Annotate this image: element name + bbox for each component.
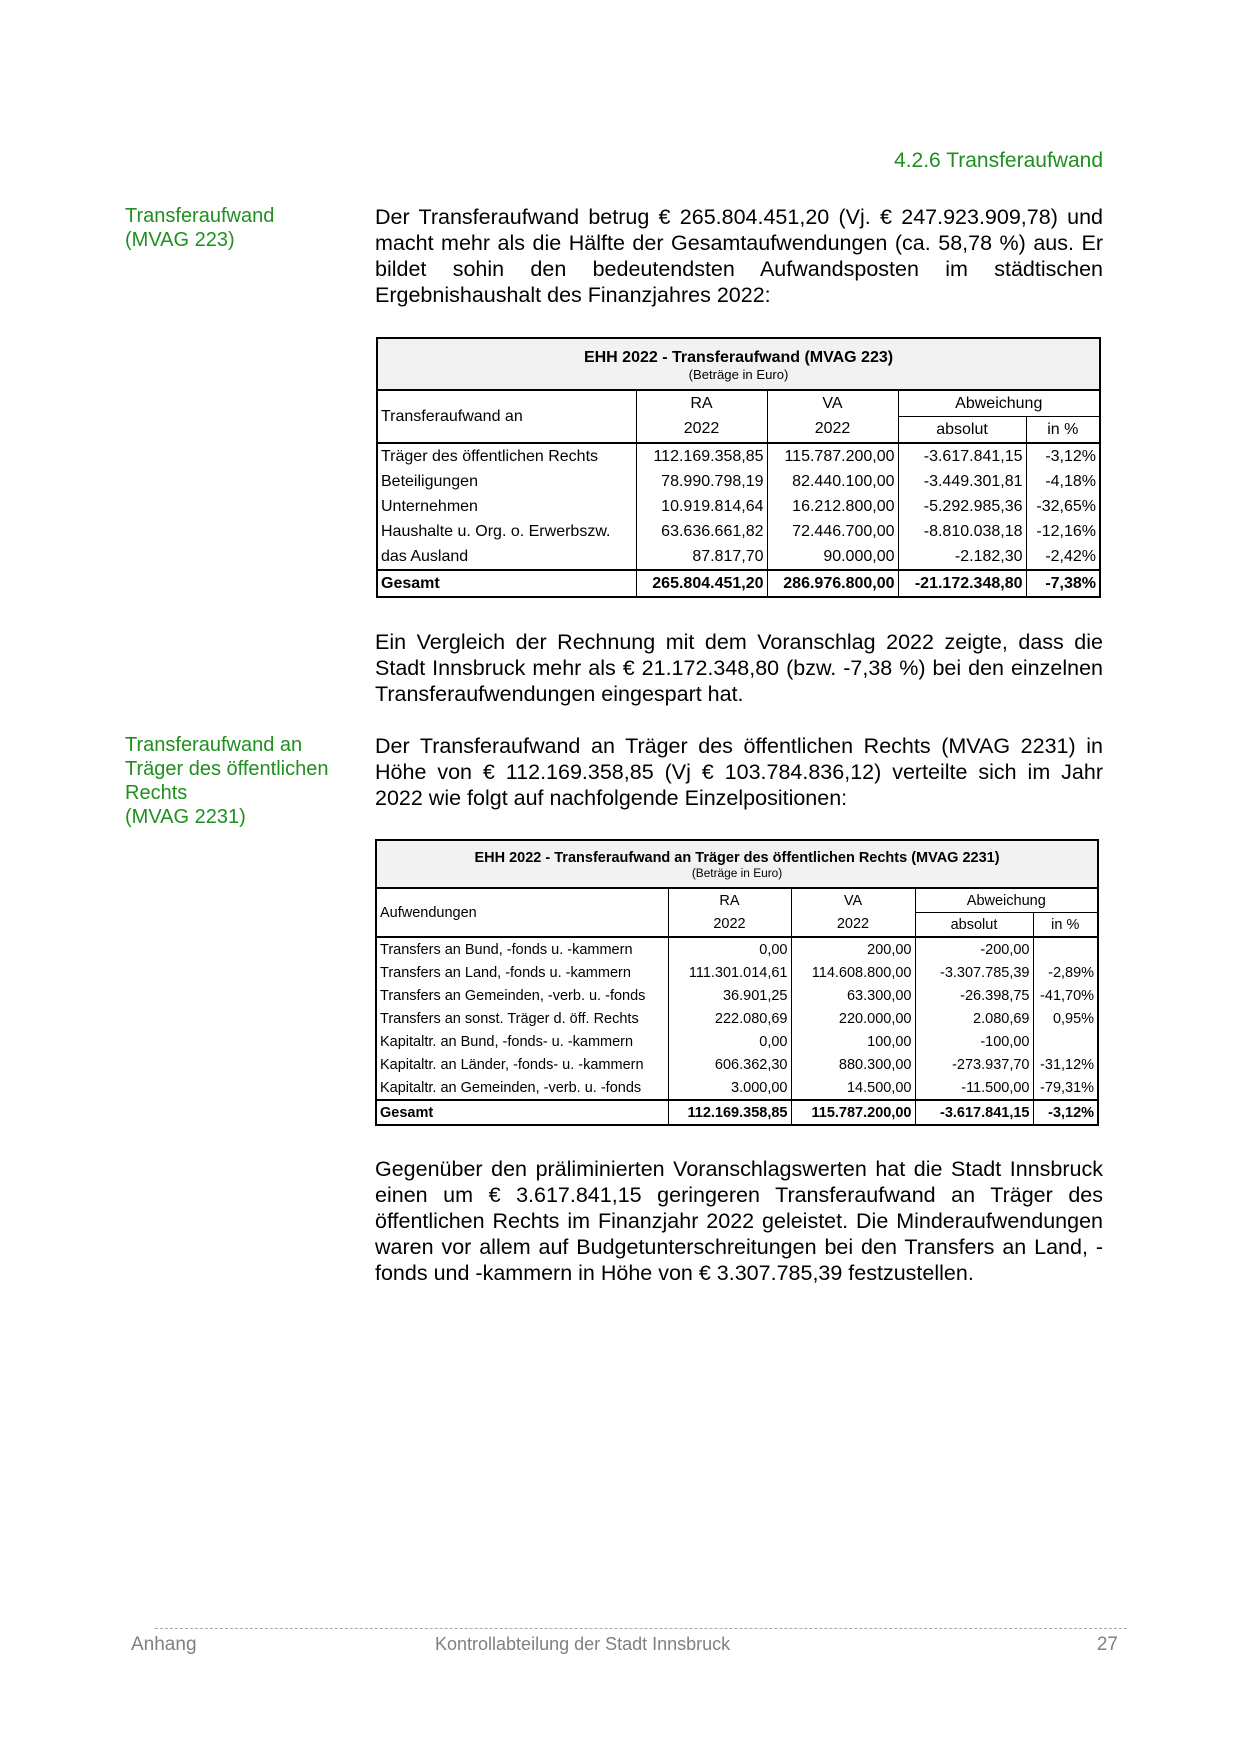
table-subtitle: (Beträge in Euro) [688, 366, 789, 382]
section-title: 4.2.6 Transferaufwand [894, 149, 1103, 172]
table-title-cell [377, 338, 1100, 390]
paragraph-traeger: Der Transferaufwand an Träger des öffentlichen Rechts (MVAG 2231) in Höhe von € 112.169.358,85 (Vj € 103.784.836,12) verteilte sich im Jahr 2022 wie folgt auf nachfolgende Einzelpositionen: [375, 734, 1103, 810]
header-ra-year: 2022 [668, 913, 791, 938]
table-transferaufwand [376, 337, 1101, 598]
header-percent: in % [1026, 417, 1100, 444]
header-label: Aufwendungen [376, 888, 668, 937]
table-row: Transfers an Land, -fonds u. -kammern 111.301.014,61 114.608.800,00 -3.307.785,39 -2,89% [376, 961, 1098, 984]
paragraph-intro: Der Transferaufwand betrug € 265.804.451,20 (Vj. € 247.923.909,78) und macht mehr als die Hälfte der Gesamtaufwendungen (ca. 58,78 %) aus. Er bildet sohin den bedeutendsten Aufwandsposten im städtischen Ergebnishaushalt des Finanzjahres 2022: [375, 205, 1103, 307]
table-traeger-oeffentliches-recht [375, 839, 1099, 1126]
header-abweichung: Abweichung [915, 888, 1098, 913]
footer-divider [155, 1628, 1127, 1629]
header-ra: RA [636, 390, 767, 417]
paragraph-vergleich: Ein Vergleich der Rechnung mit dem Voranschlag 2022 zeigte, dass die Stadt Innsbruck mehr als € 21.172.348,80 (bzw. -7,38 %) bei den einzelnen Transferaufwendungen eingespart hat. [375, 630, 1103, 706]
table-row: Kapitaltr. an Länder, -fonds- u. -kammern 606.362,30 880.300,00 -273.937,70 -31,12% [376, 1053, 1098, 1076]
table-row: Kapitaltr. an Gemeinden, -verb. u. -fonds 3.000,00 14.500,00 -11.500,00 -79,31% [376, 1076, 1098, 1100]
table-title: EHH 2022 - Transferaufwand (MVAG 223) [583, 348, 894, 366]
header-absolut: absolut [898, 417, 1026, 444]
header-ra-year: 2022 [636, 417, 767, 444]
table-row: Träger des öffentlichen Rechts 112.169.358,85 115.787.200,00 -3.617.841,15 -3,12% [377, 443, 1100, 469]
header-ra: RA [668, 888, 791, 913]
header-va: VA [791, 888, 915, 913]
page-number: 27 [1096, 1634, 1118, 1655]
table-row: das Ausland 87.817,70 90.000,00 -2.182,30 -2,42% [377, 544, 1100, 570]
table-row: Transfers an Gemeinden, -verb. u. -fonds 36.901,25 63.300,00 -26.398,75 -41,70% [376, 984, 1098, 1007]
header-va: VA [767, 390, 898, 417]
table-row: Kapitaltr. an Bund, -fonds- u. -kammern 0,00 100,00 -100,00 [376, 1030, 1098, 1053]
table-total-row: Gesamt 112.169.358,85 115.787.200,00 -3.617.841,15 -3,12% [376, 1100, 1098, 1125]
header-label: Transferaufwand an [377, 390, 636, 443]
header-abweichung: Abweichung [898, 390, 1100, 417]
table-subtitle: (Beträge in Euro) [691, 866, 783, 880]
paragraph-gegenueber: Gegenüber den präliminierten Voranschlagswerten hat die Stadt Innsbruck einen um € 3.617.841,15 geringeren Transferaufwand an Träger des öffentlichen Rechts im Finanzjahr 2022 geleistet. Die Minderaufwendungen waren vor allem auf Budgetunterschreitungen bei den Transfers an Land, -fonds und -kammern in Höhe von € 3.307.785,39 festzustellen. [375, 1157, 1103, 1285]
header-va-year: 2022 [791, 913, 915, 938]
margin-note-transferaufwand: Transferaufwand (MVAG 223) [125, 205, 275, 251]
table-title-cell [376, 840, 1098, 888]
header-absolut: absolut [915, 913, 1033, 938]
table-total-row: Gesamt 265.804.451,20 286.976.800,00 -21.172.348,80 -7,38% [377, 570, 1100, 597]
table-row: Beteiligungen 78.990.798,19 82.440.100,00 -3.449.301,81 -4,18% [377, 469, 1100, 494]
header-va-year: 2022 [767, 417, 898, 444]
table-row: Transfers an sonst. Träger d. öff. Rechts 222.080,69 220.000,00 2.080,69 0,95% [376, 1007, 1098, 1030]
table-row: Haushalte u. Org. o. Erwerbszw. 63.636.661,82 72.446.700,00 -8.810.038,18 -12,16% [377, 519, 1100, 544]
footer-center: Kontrollabteilung der Stadt Innsbruck [435, 1634, 731, 1654]
table-title: EHH 2022 - Transferaufwand an Träger des öffentlichen Rechts (MVAG 2231) [474, 850, 1000, 866]
table-row: Transfers an Bund, -fonds u. -kammern 0,00 200,00 -200,00 [376, 937, 1098, 961]
table-row: Unternehmen 10.919.814,64 16.212.800,00 -5.292.985,36 -32,65% [377, 494, 1100, 519]
footer-left: Anhang [131, 1634, 197, 1655]
margin-note-traeger: Transferaufwand an Träger des öffentlichen Rechts (MVAG 2231) [125, 734, 329, 828]
header-percent: in % [1033, 913, 1098, 938]
